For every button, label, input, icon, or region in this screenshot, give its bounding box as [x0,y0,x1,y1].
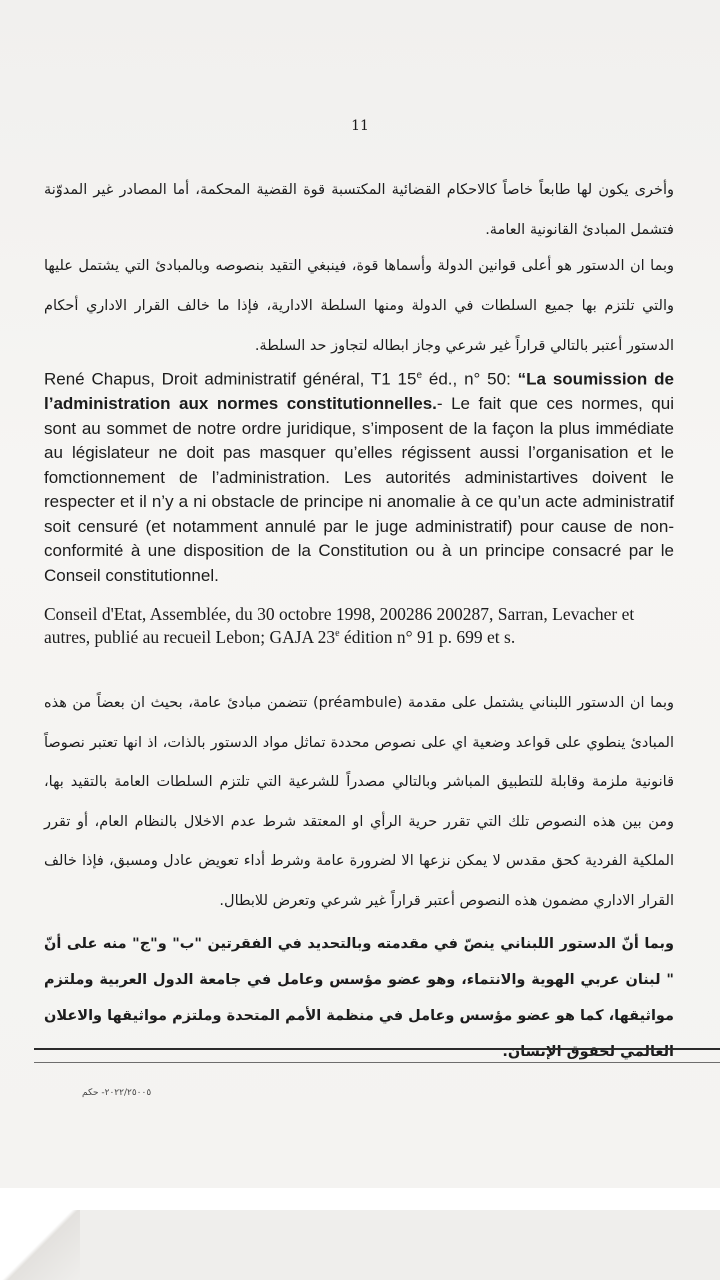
footer-code: ٢٠٢٢/٢٥٠٠٥- حكم [82,1088,152,1098]
reference-edition: édition n° 91 p. 699 et s. [339,626,516,647]
footer-rule-thick [34,1048,720,1050]
arabic-paragraph-2: وبما ان الدستور هو أعلى قوانين الدولة وأسماها قوة، فينبغي التقيد بنصوصه وبالمبادئ التي يشتمل عليها والتي تلتزم بها جميع السلطات في الدولة ومنها السلطة الادارية، فإذا ما خالف القرار الاداري أحكام الدستور أعتبر بالتالي قراراً غير شرعي وجاز ابطاله لتجاوز حد السلطة. [44,258,674,354]
quote-bold-title: “La soumission de l’administration aux normes constitutionnelles. [44,369,674,414]
reference-superscript: e [335,628,340,639]
next-page-edge [0,1210,720,1280]
chapus-quote [44,364,674,588]
quote-citation-edition: éd., n° 50: [422,369,518,389]
arabic-paragraph-4: وبما أنّ الدستور اللبناني ينصّ في مقدمته وبالتحديد في الفقرتين "ب" و"ج" منه على أنّ " لبنان عربي الهوية والانتماء، وهو عضو مؤسس وعامل في جامعة الدول العربية وملتزم مواثيقها، كما هو عضو مؤسس وعامل في منظمة الأمم المتحدة وملتزم مواثيقها والاعلان العالمي لحقوق الإنسان. [44,936,674,1060]
arabic-paragraph-3: وبما ان الدستور اللبناني يشتمل على مقدمة (préambule) تتضمن مبادئ عامة، بحيث ان بعضاً من هذه المبادئ ينطوي على قواعد وضعية اي على نصوص محددة تماثل مواد الدستور بالذات، اذ انها تعتبر نصوصاً قانونية ملزمة وقابلة للتطبيق المباشر وبالتالي مصدراً للشرعية التي تلتزم السلطات العامة بالتقيد بها، ومن بين هذه النصوص تلك التي تقرر حرية الرأي او المعتقد شرط عدم الاخلال بالنظام العام، أو تقرر الملكية الفردية كحق مقدس لا يمكن نزعها الا لضرورة عامة وشرط أداء تعويض عادل ومسبق، فإذا خالف القرار الاداري مضمون هذه النصوص أعتبر قراراً غير شرعي وتعرض للابطال. [44,695,674,909]
page-gap [0,1188,720,1210]
quote-citation: René Chapus, Droit administratif général, T1 15 [44,369,417,389]
page-number: 11 [351,118,369,134]
arabic-paragraph-1: وأخرى يكون لها طابعاً خاصاً كالاحكام القضائية المكتسبة قوة القضية المحكمة، أما المصادر غير المدوّنة فتشمل المبادئ القانونية العامة. [44,182,674,238]
conseil-etat-reference [44,604,674,647]
quote-citation-superscript: e [416,370,423,381]
reference-text: Conseil d'Etat, Assemblée, du 30 octobre 1998, 200286 200287, Sarran, Levacher et autres, publié au recueil Lebon; GAJA 23 [44,604,635,647]
next-page-fold [0,1210,80,1280]
quote-body: - Le fait que ces normes, qui sont au sommet de notre ordre juridique, s’imposent de la façon la plus immédiate au législateur ne doit pas masquer qu’elles régissent aussi l’organisation et le fomctionnement de l’administration. Les autorités administartives doivent le respecter et il n’y a ni obstacle de principe ni anomalie à ce qu’un acte administratif soit censuré (et notamment annulé par le juge administratif) pour cause de non-conformité à une disposition de la Constitution ou à un principe consacré par le Conseil constitutionnel. [44,394,674,585]
footer-rule-thin [34,1062,720,1063]
